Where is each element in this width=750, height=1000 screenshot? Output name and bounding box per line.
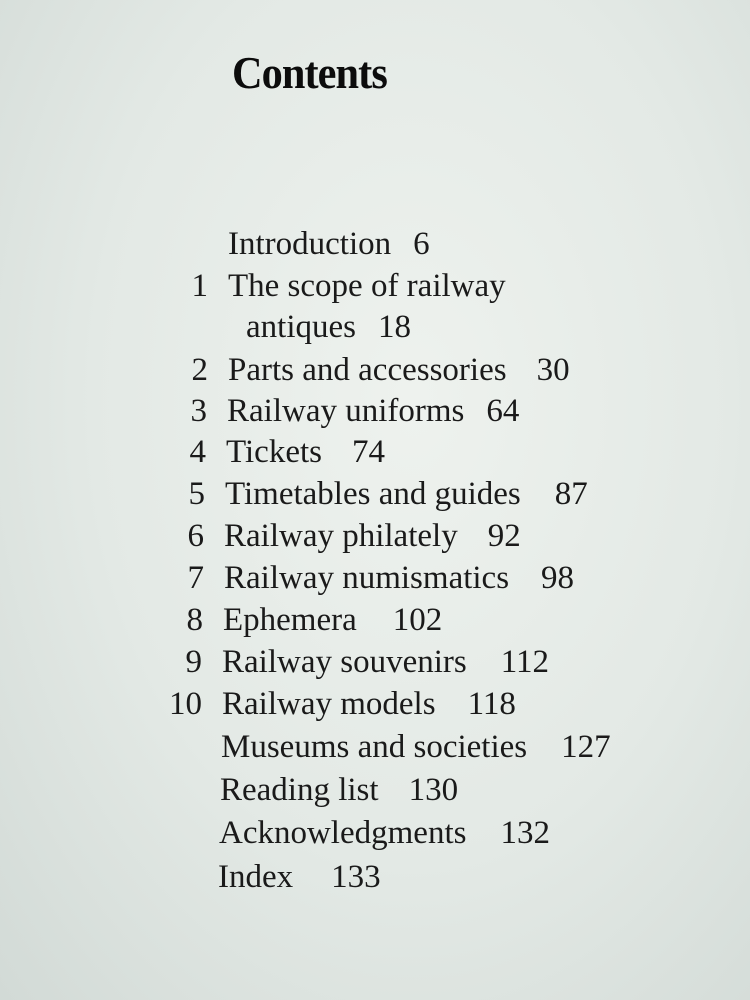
toc-entry-chapter-1-continued	[246, 307, 411, 347]
toc-entry-acknowledgments	[219, 813, 550, 853]
entry-page: 127	[561, 729, 611, 765]
chapter-number: 4	[189, 434, 206, 470]
entry-page: 118	[467, 686, 516, 722]
entry-title: Museums and societies	[221, 729, 528, 765]
entry-title: Tickets	[226, 434, 322, 470]
entry-title: Railway models	[222, 686, 436, 722]
entry-title: Introduction	[228, 226, 392, 262]
toc-entry-introduction	[228, 224, 430, 264]
page-title: Contents	[232, 47, 387, 98]
chapter-number: 9	[185, 644, 202, 680]
chapter-number: 3	[190, 393, 207, 429]
toc-entry-chapter-5	[188, 474, 588, 514]
entry-title: Railway numismatics	[224, 560, 510, 596]
entry-page: 98	[541, 560, 575, 596]
toc-entry-chapter-7	[187, 558, 575, 598]
entry-title: Railway philately	[224, 518, 458, 554]
toc-entry-chapter-1	[191, 266, 506, 306]
entry-title: Railway souvenirs	[222, 644, 467, 680]
entry-page: 112	[500, 644, 549, 680]
entry-page: 74	[351, 434, 385, 470]
chapter-number: 10	[169, 686, 202, 722]
entry-page: 130	[408, 772, 459, 808]
chapter-number: 6	[187, 518, 204, 554]
toc-entry-museums	[221, 727, 611, 767]
chapter-number: 7	[187, 560, 204, 596]
entry-title: antiques	[246, 309, 356, 345]
chapter-number: 8	[186, 602, 203, 638]
entry-page: 92	[487, 518, 521, 554]
entry-page: 18	[377, 309, 411, 345]
toc-entry-reading-list	[220, 770, 458, 810]
entry-page: 87	[554, 476, 588, 512]
chapter-number: 5	[188, 476, 205, 512]
toc-entry-index	[218, 857, 381, 897]
entry-title: Timetables and guides	[225, 476, 521, 512]
toc-entry-chapter-9	[185, 642, 549, 682]
toc-entry-chapter-8	[186, 600, 443, 640]
entry-page: 133	[331, 859, 381, 895]
toc-entry-chapter-2	[191, 350, 570, 390]
entry-page: 102	[392, 602, 443, 638]
entry-title: Railway uniforms	[227, 393, 465, 429]
chapter-number: 2	[191, 352, 208, 388]
toc-entry-chapter-6	[187, 516, 521, 556]
entry-title: Index	[218, 859, 294, 895]
entry-page: 6	[413, 226, 430, 262]
toc-entry-chapter-4	[189, 432, 385, 472]
toc-entry-chapter-3	[190, 391, 520, 431]
entry-page: 64	[486, 393, 520, 429]
entry-page: 132	[500, 815, 550, 851]
chapter-number: 1	[191, 268, 208, 304]
entry-title: Reading list	[220, 772, 379, 808]
entry-title: Parts and accessories	[228, 352, 507, 388]
entry-title: Ephemera	[223, 602, 357, 638]
toc-entry-chapter-10	[169, 684, 516, 724]
entry-page: 30	[536, 352, 570, 388]
entry-title: Acknowledgments	[219, 815, 467, 851]
entry-title: The scope of railway	[228, 268, 506, 304]
